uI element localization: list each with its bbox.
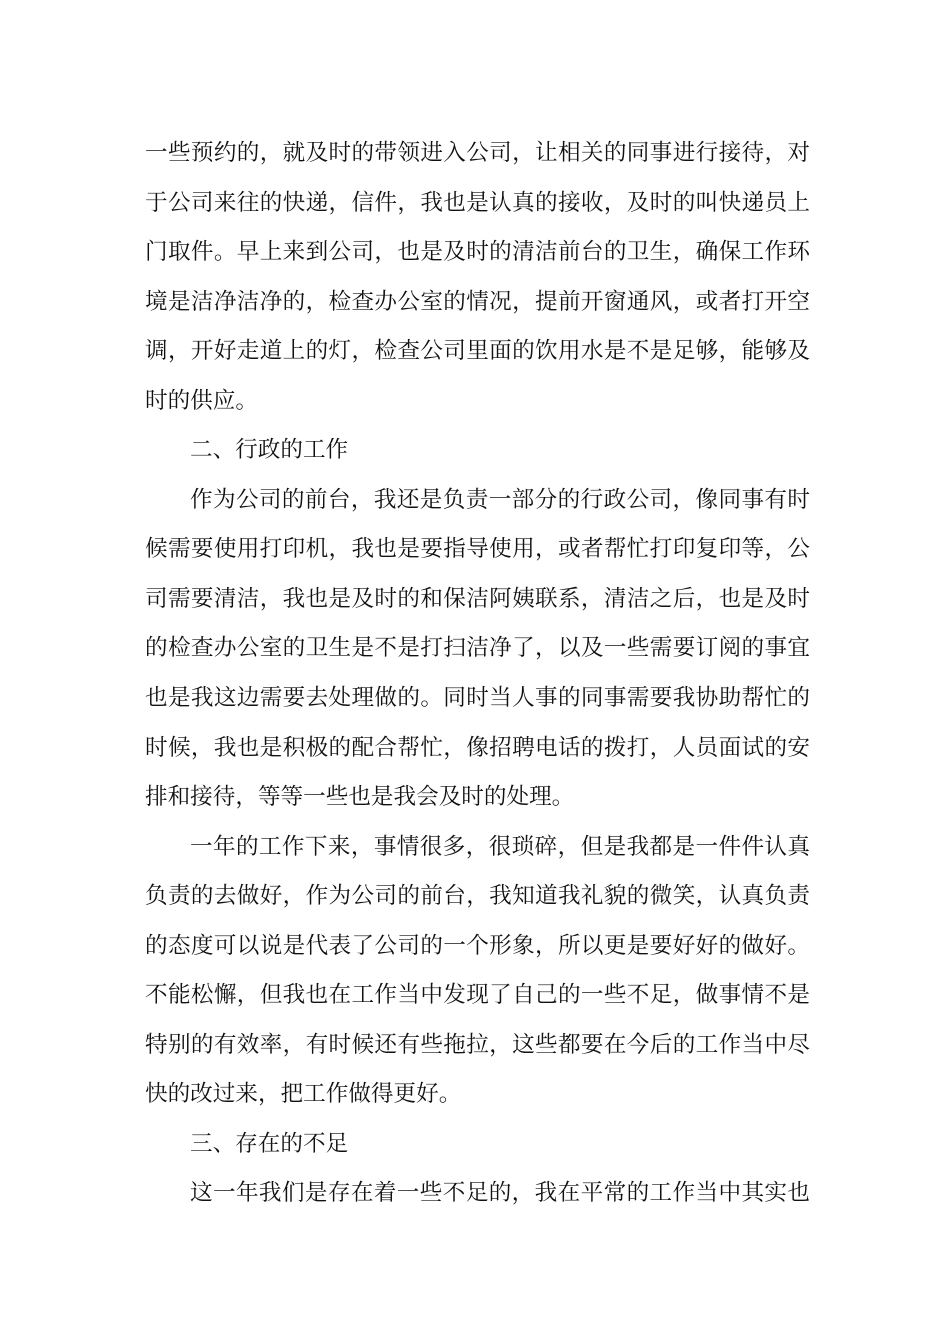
section-heading: 二、行政的工作 xyxy=(190,437,349,464)
text-line: 的态度可以说是代表了公司的一个形象，所以更是要好好的做好。 xyxy=(145,932,810,959)
text-line: 调，开好走道上的灯，检查公司里面的饮用水是不是足够，能够及 xyxy=(145,338,810,365)
text-line: 负责的去做好，作为公司的前台，我知道我礼貌的微笑，认真负责 xyxy=(145,883,810,910)
text-line: 司需要清洁，我也是及时的和保洁阿姨联系，清洁之后，也是及时 xyxy=(145,585,810,612)
text-line: 这一年我们是存在着一些不足的，我在平常的工作当中其实也 xyxy=(190,1180,810,1207)
text-line: 的检查办公室的卫生是不是打扫洁净了，以及一些需要订阅的事宜 xyxy=(145,635,810,662)
text-line: 时的供应。 xyxy=(145,387,258,414)
text-line: 于公司来往的快递，信件，我也是认真的接收，及时的叫快递员上 xyxy=(145,189,810,216)
document-body xyxy=(145,129,810,1219)
text-line: 时候，我也是积极的配合帮忙，像招聘电话的拨打，人员面试的安 xyxy=(145,734,810,761)
text-line: 快的改过来，把工作做得更好。 xyxy=(145,1081,462,1108)
text-line: 排和接待，等等一些也是我会及时的处理。 xyxy=(145,784,575,811)
text-line: 境是洁净洁净的，检查办公室的情况，提前开窗通风，或者打开空 xyxy=(145,288,810,315)
text-line: 作为公司的前台，我还是负责一部分的行政公司，像同事有时 xyxy=(190,486,810,513)
text-line: 门取件。早上来到公司，也是及时的清洁前台的卫生，确保工作环 xyxy=(145,239,810,266)
text-line: 不能松懈，但我也在工作当中发现了自己的一些不足，做事情不是 xyxy=(145,982,810,1009)
text-line: 一些预约的，就及时的带领进入公司，让相关的同事进行接待，对 xyxy=(145,140,810,166)
text-line: 特别的有效率，有时候还有些拖拉，这些都要在今后的工作当中尽 xyxy=(145,1031,810,1058)
text-line: 候需要使用打印机，我也是要指导使用，或者帮忙打印复印等，公 xyxy=(145,536,810,563)
text-line: 也是我这边需要去处理做的。同时当人事的同事需要我协助帮忙的 xyxy=(145,685,810,712)
section-heading: 三、存在的不足 xyxy=(190,1130,349,1157)
text-line: 一年的工作下来，事情很多，很琐碎，但是我都是一件件认真 xyxy=(190,833,810,860)
